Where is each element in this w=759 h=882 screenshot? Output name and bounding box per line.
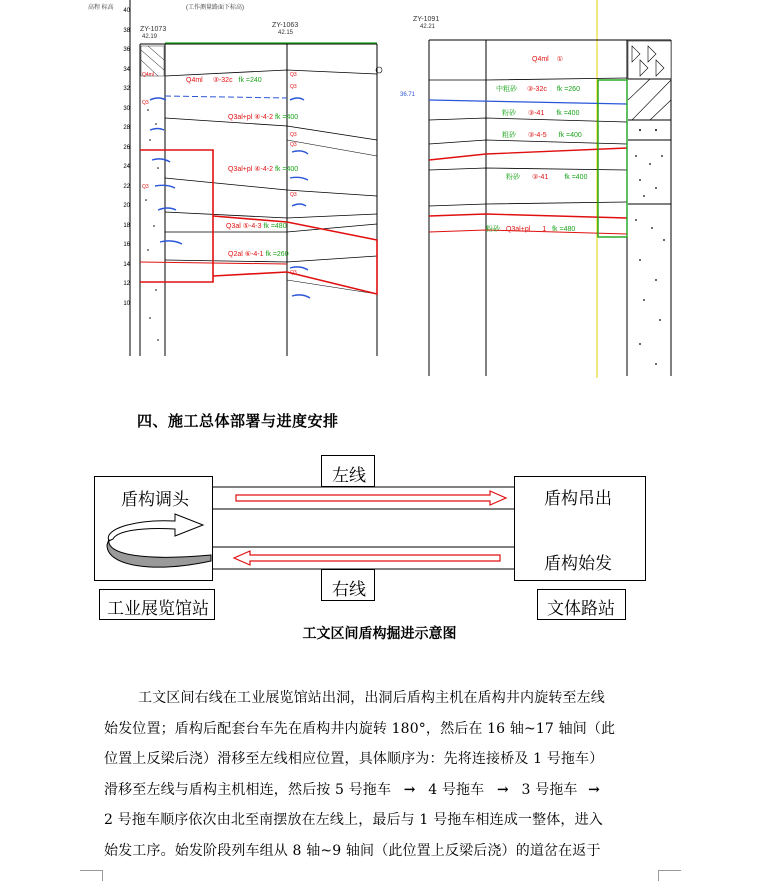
layer-sub: ⑥-4-1 bbox=[244, 251, 264, 258]
layer-label bbox=[496, 84, 580, 94]
paragraph-segment: 4 号拖车 bbox=[428, 781, 485, 798]
left-line-box bbox=[321, 455, 375, 487]
layer-code: Q3al+pl bbox=[228, 166, 253, 173]
layer-label bbox=[532, 55, 563, 63]
layer-label bbox=[506, 172, 587, 182]
layer-label bbox=[228, 113, 298, 121]
layer-fk: fk =480 bbox=[552, 226, 576, 233]
layer-label bbox=[226, 222, 287, 230]
layer-name: 粗砂 bbox=[502, 132, 516, 139]
layer-code: Q3al bbox=[226, 223, 241, 230]
layer-label bbox=[228, 250, 289, 258]
depth-tick: 16 bbox=[123, 242, 130, 248]
paragraph-segment: 3 号拖车 bbox=[521, 781, 578, 798]
borehole-elev: 42.21 bbox=[420, 24, 436, 30]
body-paragraph bbox=[104, 683, 664, 866]
depth-tick: 34 bbox=[123, 66, 130, 73]
layer-code: Q3al+pl bbox=[228, 114, 253, 121]
layer-sub: 1 bbox=[542, 226, 547, 233]
layer-name: 粉砂 bbox=[486, 226, 500, 233]
layer-code: Q4ml bbox=[186, 77, 203, 84]
layer-label bbox=[486, 224, 575, 234]
layer-name: 粉砂 bbox=[502, 110, 516, 117]
layer-sub: ① bbox=[556, 56, 563, 63]
left-line-label: 左线 bbox=[332, 466, 366, 486]
depth-tick: 40 bbox=[123, 8, 130, 14]
depth-tick: 38 bbox=[123, 27, 130, 34]
figure-caption: 工文区间盾构掘进示意图 bbox=[302, 626, 457, 642]
paragraph-line: 始发工序。始发阶段列车组从 8 轴~9 轴间（此位置上反梁后浇）的道岔在返于 bbox=[104, 842, 601, 859]
right-line-label: 右线 bbox=[332, 580, 366, 600]
depth-tick: 20 bbox=[123, 203, 130, 209]
svg-text:Q3: Q3 bbox=[290, 270, 297, 276]
depth-tick: 12 bbox=[123, 281, 130, 287]
layer-sub: ④-4-2 bbox=[254, 166, 274, 173]
geological-profile bbox=[0, 0, 759, 380]
svg-text:Q3: Q3 bbox=[290, 72, 297, 78]
borehole-elev: 42.19 bbox=[142, 34, 158, 40]
page-corner-mark bbox=[80, 870, 103, 881]
lift-out-label: 盾构吊出 bbox=[544, 489, 612, 509]
layer-label bbox=[228, 165, 298, 173]
arrow-icon: → bbox=[403, 781, 416, 798]
svg-text:Q3: Q3 bbox=[290, 192, 297, 198]
svg-text:Q3: Q3 bbox=[290, 84, 297, 90]
station-right-box bbox=[537, 589, 626, 620]
arrow-icon: → bbox=[588, 781, 601, 798]
layer-fk: fk =400 bbox=[274, 166, 299, 173]
depth-tick: 30 bbox=[123, 105, 130, 112]
layer-name: 中粗砂 bbox=[496, 86, 517, 93]
layer-code: Q4ml bbox=[532, 56, 549, 63]
layer-sub: ③-4-5 bbox=[527, 132, 547, 139]
layer-fk: fk =400 bbox=[558, 132, 582, 139]
depth-tick: 14 bbox=[123, 261, 130, 268]
turnaround-box bbox=[94, 476, 213, 581]
layer-sub: ③-32c bbox=[526, 86, 547, 93]
svg-text:Q3: Q3 bbox=[142, 184, 149, 190]
depth-tick: 32 bbox=[123, 86, 130, 92]
layer-fk: fk =400 bbox=[556, 110, 580, 117]
layer-fk: fk =240 bbox=[238, 77, 262, 84]
depth-tick: 22 bbox=[123, 183, 130, 190]
depth-tick: 18 bbox=[123, 222, 130, 229]
borehole-id: ZY-1091 bbox=[413, 16, 440, 23]
right-line-arrow bbox=[234, 551, 500, 565]
shield-box-right bbox=[514, 476, 646, 581]
layer-fk: fk =400 bbox=[274, 114, 299, 121]
svg-text:Q3: Q3 bbox=[142, 100, 149, 106]
paragraph-line: 工文区间右线在工业展览馆站出洞，出洞后盾构主机在盾构井内旋转至左线 bbox=[138, 690, 605, 706]
layer-label bbox=[502, 108, 579, 118]
borehole-id: ZY-1073 bbox=[140, 26, 167, 33]
paragraph-line: 始发位置；盾构后配套台车先在盾构井内旋转 180°，然后在 16 轴~17 轴间（此 bbox=[104, 720, 616, 737]
turnaround-label: 盾构调头 bbox=[121, 490, 189, 510]
paragraph-segment: 滑移至左线与盾构主机相连，然后按 5 号拖车 bbox=[104, 781, 392, 798]
paragraph-line: 2 号拖车顺序依次由北至南摆放在左线上，最后与 1 号拖车相连成一整体，进入 bbox=[104, 812, 603, 828]
layer-sub: ③-41 bbox=[531, 174, 549, 181]
depth-tick: 36 bbox=[123, 47, 130, 53]
depth-axis bbox=[118, 2, 130, 314]
borehole-elev: 42.15 bbox=[278, 30, 294, 36]
water-level-mark: 36.71 bbox=[400, 92, 416, 98]
layer-sub: ③-41 bbox=[527, 110, 545, 117]
depth-tick: 24 bbox=[123, 164, 130, 170]
depth-tick: 26 bbox=[123, 144, 130, 151]
page-corner-mark bbox=[658, 870, 681, 881]
layer-sub: ④-4-2 bbox=[254, 114, 274, 121]
right-line-box bbox=[321, 569, 375, 601]
paragraph-line: 位置上反梁后浇）滑移至左线相应位置，具体顺序为：先将连接桥及 1 号拖车） bbox=[104, 751, 604, 767]
layer-code: Q2al bbox=[228, 251, 243, 258]
svg-text:Q3: Q3 bbox=[290, 142, 297, 148]
tunnel-diagram bbox=[0, 450, 759, 625]
layer-label bbox=[502, 130, 582, 140]
layer-label bbox=[186, 76, 262, 84]
station-right-label: 文体路站 bbox=[547, 599, 615, 619]
layer-fk: fk =260 bbox=[265, 251, 289, 258]
depth-tick: 10 bbox=[123, 300, 130, 307]
layer-fk: fk =260 bbox=[556, 86, 580, 93]
layer-fk: fk =400 bbox=[564, 174, 588, 181]
station-left-label: 工业展览馆站 bbox=[107, 599, 209, 619]
borehole-id: ZY-1063 bbox=[272, 22, 299, 29]
arrow-icon: → bbox=[496, 781, 509, 798]
layer-sub: ③-32c bbox=[212, 77, 233, 84]
svg-text:Q3: Q3 bbox=[290, 132, 297, 138]
layer-code: Q3al+pl bbox=[505, 226, 531, 233]
layer-name: 粉砂 bbox=[506, 174, 520, 181]
profile-top-note-mid: (工作测量路面下标高) bbox=[186, 5, 244, 11]
u-turn-arrow-icon bbox=[95, 477, 214, 582]
layer-sub: ⑤-4-3 bbox=[242, 223, 262, 230]
station-left-box bbox=[99, 589, 215, 620]
launch-label: 盾构始发 bbox=[544, 554, 612, 574]
layer-fk: fk =480 bbox=[263, 223, 287, 230]
paragraph-line bbox=[104, 775, 664, 806]
svg-text:Q4ml: Q4ml bbox=[142, 72, 154, 78]
depth-tick: 28 bbox=[123, 125, 130, 131]
profile-svg bbox=[0, 0, 759, 380]
section-heading: 四、施工总体部署与进度安排 bbox=[137, 412, 339, 430]
profile-top-note: 高程 标高 bbox=[88, 5, 114, 11]
left-line-arrow bbox=[236, 491, 506, 505]
